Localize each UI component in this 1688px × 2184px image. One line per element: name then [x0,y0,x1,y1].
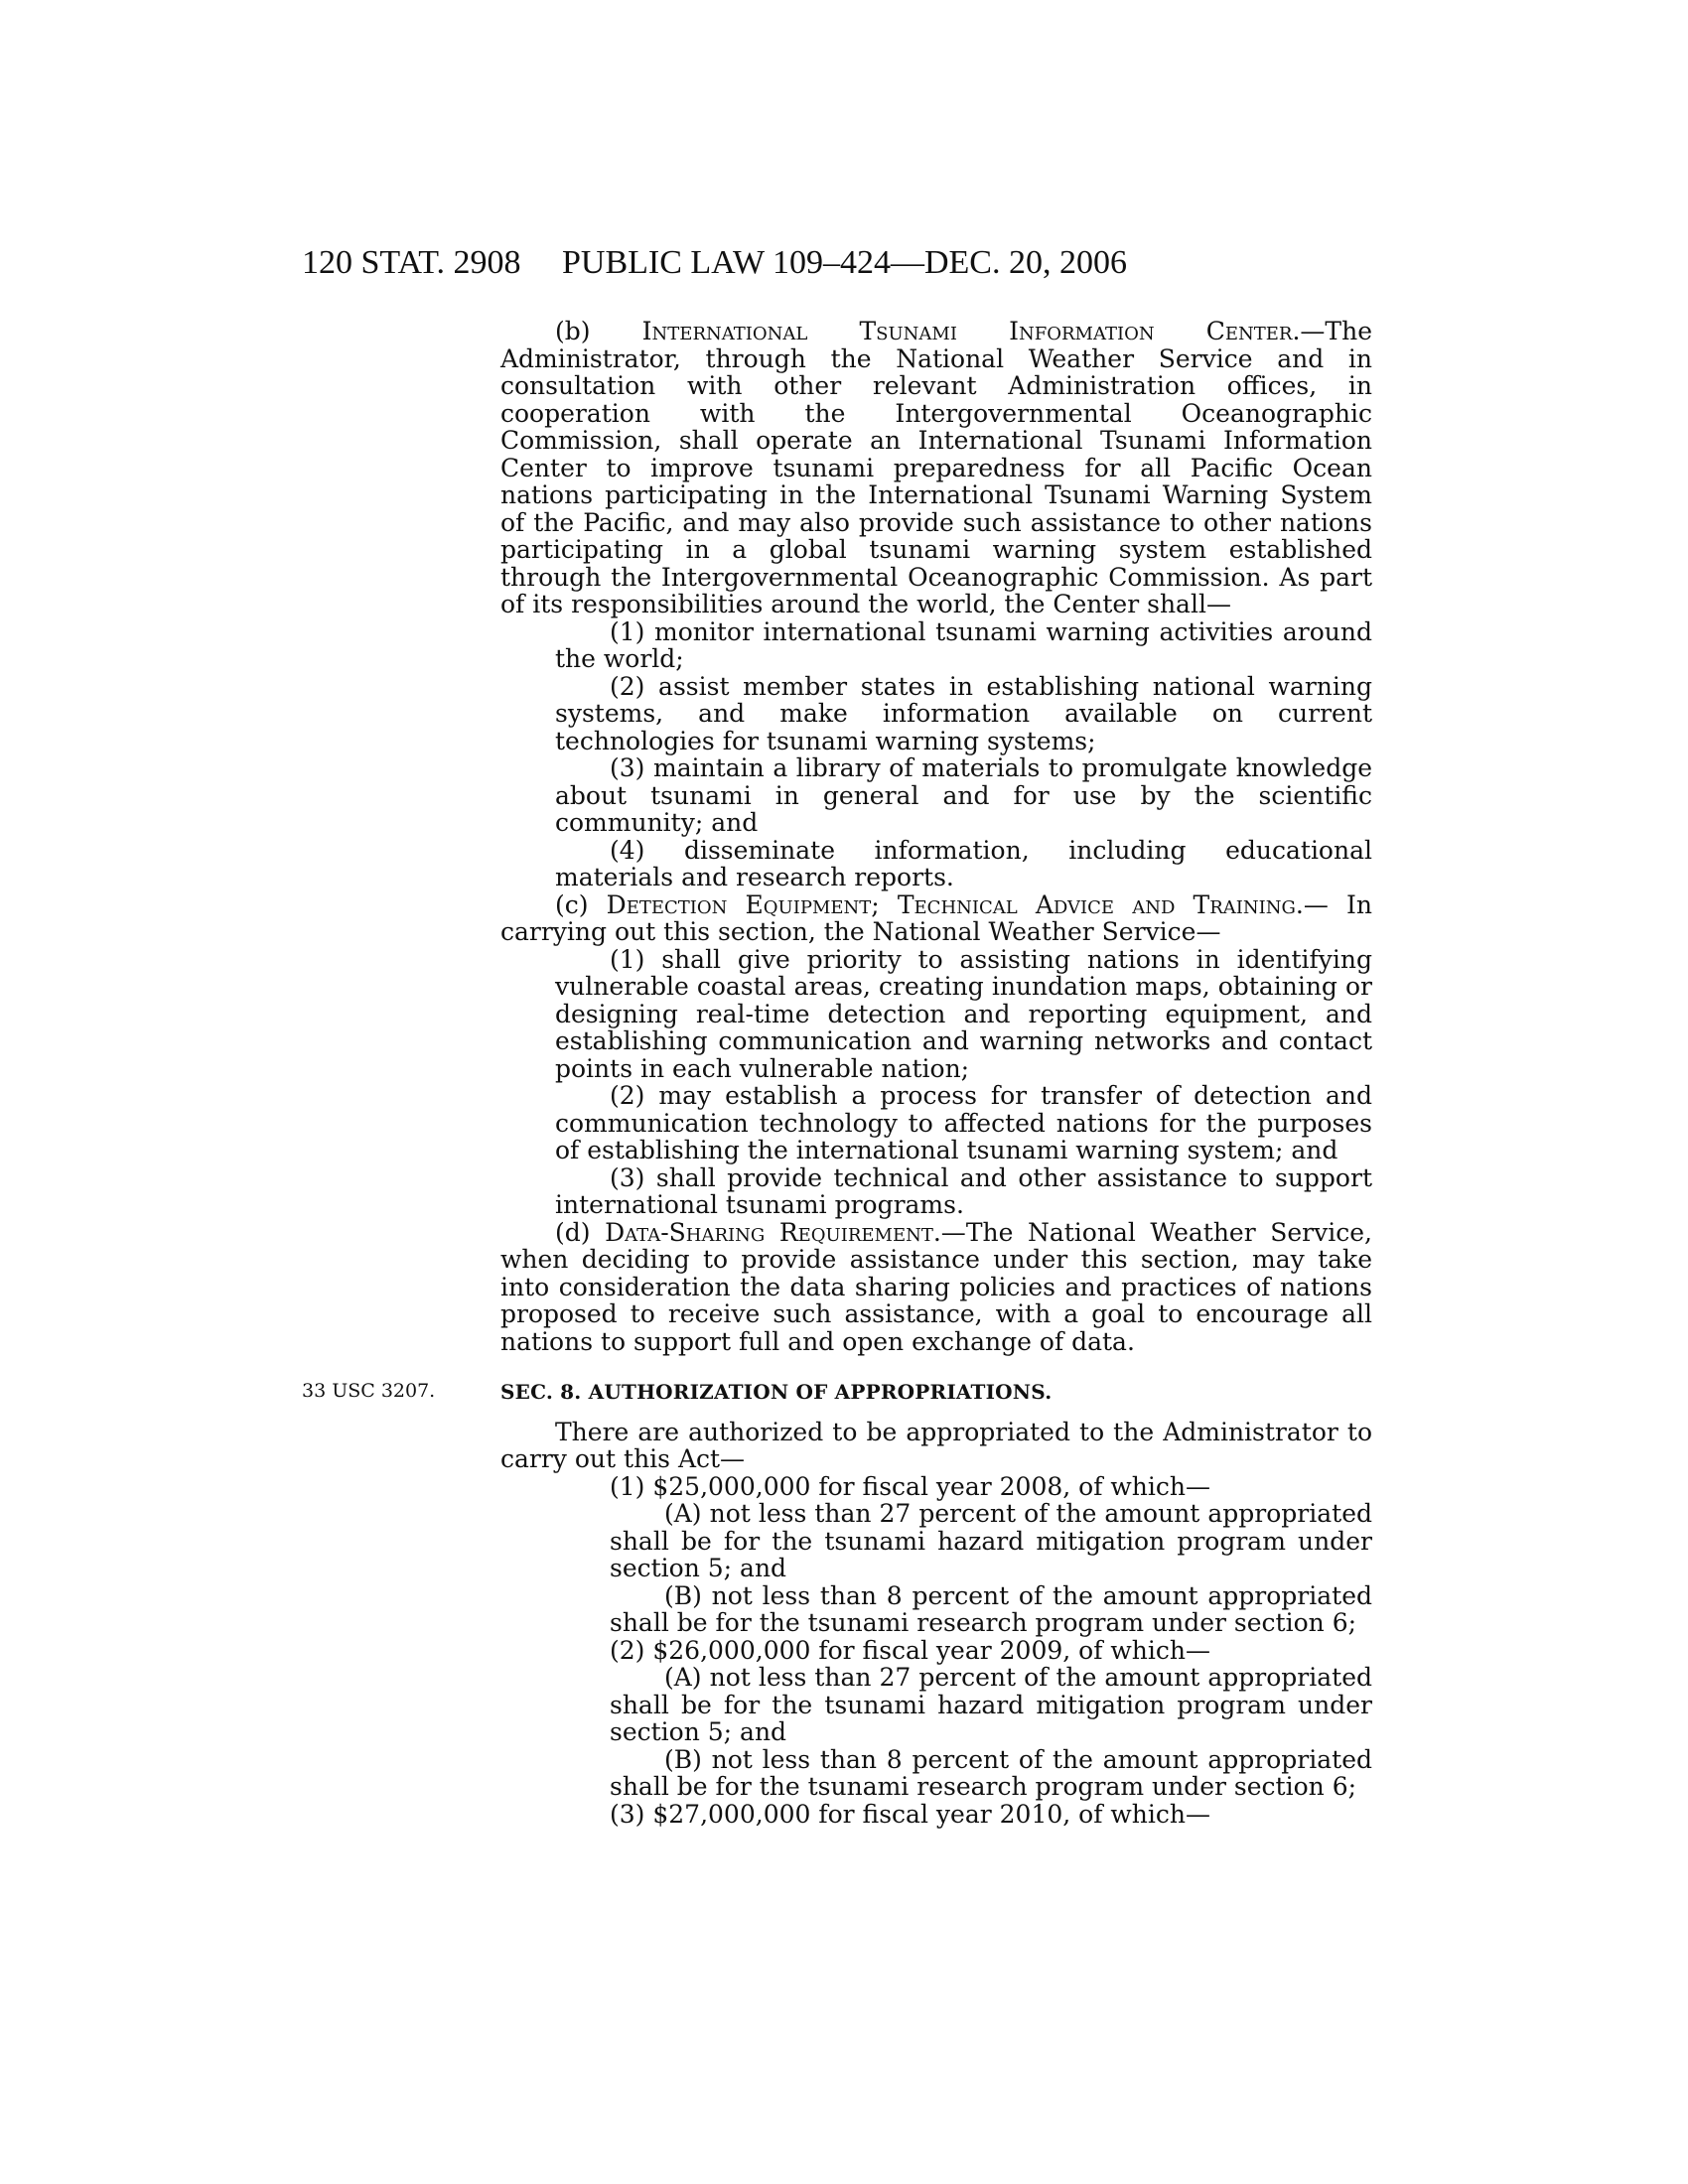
subsection-c-label: (c) [555,889,589,919]
subsection-b-text: The Administrator, through the National Weather Service and in consultation with other relevant Administration offices, in cooperation with the Intergovernmental Oceanographic Commission, shall operate an International Tsunami Information Center to improve tsunami preparedness for all Pacific Ocean nations participating in the International Tsunami Warning System of the Pacific, and may also provide such assistance to other nations participating in a global tsunami warning system established through the Intergovernmental Oceanographic Commission. As part of its responsibilities around the world, the Center shall— [500,317,1372,618]
list-item: (2) assist member states in establishing national warning systems, and make information available on current technologies for tsunami warning systems; [555,671,1372,755]
subsection-d-text: The National Weather Service, when deciding to provide assistance under this section, may take into consideration the data sharing policies and practices of nations proposed to receive such assistance, with a goal to encourage all nations to support full and open exchange of data. [500,1217,1372,1356]
subsection-b: (b) International Tsunami Information Center.—The Administrator, through the National Weather Service and in consultation with other relevant Administration offices, in cooperation with the Intergovernmental Oceanographic Commission, shall operate an International Tsunami Information Center to improve tsunami preparedness for all Pacific Ocean nations participating in the International Tsunami Warning System of the Pacific, and may also provide such assistance to other nations participating in a global tsunami warning system established through the Intergovernmental Oceanographic Commission. As part of its responsibilities around the world, the Center shall— [500,317,1372,618]
list-item: (1) shall give priority to assisting nations in identifying vulnerable coastal areas, creating inundation maps, obtaining or designing real-time detection and reporting equipment, and establishing communication and warning networks and contact points in each vulnerable nation; [555,944,1372,1083]
list-item: (3) shall provide technical and other assistance to support international tsunami programs. [555,1162,1372,1219]
list-item: (2) may establish a process for transfer of detection and communication technology to affected nations for the purposes of establishing the international tsunami warning system; and [555,1081,1372,1164]
list-item: (1) monitor international tsunami warning activities around the world; [555,616,1372,673]
appropriation-item: (3) $27,000,000 for fiscal year 2010, of which— [610,1799,1210,1829]
subsection-c-text: In carrying out this section, the National Weather Service— [500,889,1372,946]
appropriation-subitem: (A) not less than 27 percent of the amount appropriated shall be for the tsunami hazard mitigation program under section 5; and [610,1499,1372,1582]
subsection-d: (d) Data-Sharing Requirement.—The National Weather Service, when deciding to provide assistance under this section, may take into consideration the data sharing policies and practices of nations proposed to receive such assistance, with a goal to encourage all nations to support full and open exchange of data. [500,1217,1372,1356]
document-body [500,318,1372,1828]
appropriation-subitem: (A) not less than 27 percent of the amount appropriated shall be for the tsunami hazard mitigation program under section 5; and [610,1663,1372,1746]
subsection-c-heading: Detection Equipment; Technical Advice and Training [606,889,1296,919]
list-item: (4) disseminate information, including educational materials and research reports. [555,835,1372,891]
list-item: (3) maintain a library of materials to promulgate knowledge about tsunami in general and for use by the scientific community; and [555,753,1372,837]
appropriation-subitem: (B) not less than 8 percent of the amount appropriated shall be for the tsunami research program under section 6; [610,1744,1372,1801]
subsection-b-label: (b) [555,317,591,345]
stat-page-number: 120 STAT. 2908 [302,244,521,281]
usc-margin-note: 33 USC 3207. [302,1380,436,1402]
subsection-d-heading: Data-Sharing Requirement [605,1217,933,1247]
appropriation-item: (1) $25,000,000 for fiscal year 2008, of which— [610,1471,1210,1501]
page-header [302,244,1374,288]
subsection-b-heading: International Tsunami Information Center [641,317,1293,345]
section-8-heading: SEC. 8. AUTHORIZATION OF APPROPRIATIONS. [500,1380,1053,1404]
appropriation-item: (2) $26,000,000 for fiscal year 2009, of which— [610,1635,1210,1665]
subsection-c: (c) Detection Equipment; Technical Advice and Training.— In carrying out this section, the National Weather Service— [500,889,1372,946]
appropriation-subitem: (B) not less than 8 percent of the amount appropriated shall be for the tsunami research program under section 6; [610,1580,1372,1637]
subsection-d-label: (d) [555,1217,591,1247]
public-law-citation: PUBLIC LAW 109–424—DEC. 20, 2006 [562,244,1127,281]
section-8-intro: There are authorized to be appropriated to the Administrator to carry out this Act— [500,1417,1372,1473]
